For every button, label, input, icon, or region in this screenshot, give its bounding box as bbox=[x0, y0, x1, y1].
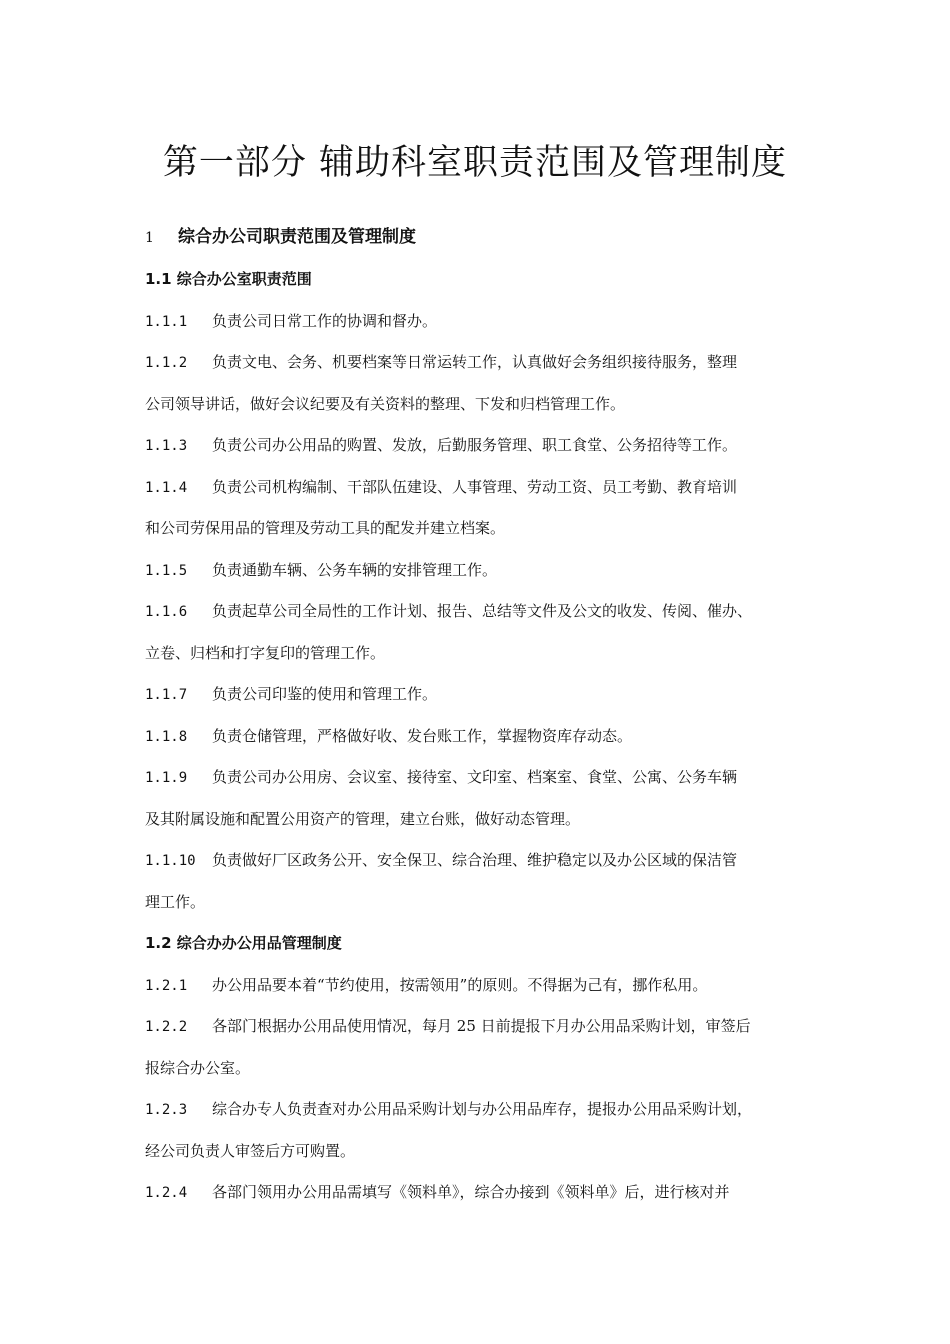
list-item bbox=[145, 682, 825, 707]
item-number: 1.1.5 bbox=[145, 563, 188, 579]
item-number: 1.2.3 bbox=[145, 1102, 188, 1118]
list-item bbox=[145, 350, 825, 375]
list-item bbox=[145, 1097, 825, 1122]
list-item bbox=[145, 973, 825, 998]
item-continuation: 立卷、归档和打字复印的管理工作。 bbox=[145, 644, 386, 662]
item-text: 负责仓储管理，严格做好收、发台账工作，掌握物资库存动态。 bbox=[212, 727, 633, 745]
item-text: 负责文电、会务、机要档案等日常运转工作，认真做好会务组织接待服务，整理 bbox=[212, 353, 738, 371]
list-item bbox=[145, 1014, 825, 1039]
page-title: 第一部分 辅助科室职责范围及管理制度 bbox=[162, 143, 788, 183]
item-text: 负责公司办公用品的购置、发放，后勤服务管理、职工食堂、公务招待等工作。 bbox=[212, 436, 738, 454]
list-item bbox=[145, 475, 825, 500]
item-text: 负责公司机构编制、干部队伍建设、人事管理、劳动工资、员工考勤、教育培训 bbox=[212, 478, 738, 496]
item-number: 1.1.3 bbox=[145, 438, 188, 454]
list-item bbox=[145, 599, 825, 624]
section-heading-1 bbox=[145, 224, 416, 251]
item-text: 负责公司办公用房、会议室、接待室、文印室、档案室、食堂、公寓、公务车辆 bbox=[212, 768, 738, 786]
item-number: 1.1.9 bbox=[145, 770, 188, 786]
list-item bbox=[145, 724, 825, 749]
item-text: 综合办专人负责查对办公用品采购计划与办公用品库存，提报办公用品采购计划， bbox=[212, 1100, 753, 1118]
item-text: 负责通勤车辆、公务车辆的安排管理工作。 bbox=[212, 561, 498, 579]
item-number: 1.1.4 bbox=[145, 480, 188, 496]
item-text: 负责公司印鉴的使用和管理工作。 bbox=[212, 685, 438, 703]
item-text: 办公用品要本着“节约使用，按需领用”的原则。不得据为己有，挪作私用。 bbox=[212, 976, 708, 994]
subsection-heading-1-1: 1.1 综合办公室职责范围 bbox=[145, 270, 312, 288]
section-heading-text: 综合办公司职责范围及管理制度 bbox=[178, 227, 416, 247]
item-text: 各部门根据办公用品使用情况，每月 25 日前提报下月办公用品采购计划，审签后 bbox=[212, 1017, 751, 1035]
item-continuation: 和公司劳保用品的管理及劳动工具的配发并建立档案。 bbox=[145, 519, 506, 537]
item-continuation: 理工作。 bbox=[145, 893, 206, 911]
item-continuation: 报综合办公室。 bbox=[145, 1059, 251, 1077]
item-continuation: 经公司负责人审签后方可购置。 bbox=[145, 1142, 356, 1160]
item-number: 1.1.10 bbox=[145, 853, 196, 869]
section-number: 1 bbox=[145, 230, 154, 246]
item-number: 1.1.1 bbox=[145, 314, 188, 330]
list-item bbox=[145, 765, 825, 790]
item-continuation: 及其附属设施和配置公用资产的管理，建立台账，做好动态管理。 bbox=[145, 810, 581, 828]
list-item bbox=[145, 848, 825, 873]
item-text: 负责起草公司全局性的工作计划、报告、总结等文件及公文的收发、传阅、催办、 bbox=[212, 602, 753, 620]
list-item bbox=[145, 433, 825, 458]
item-number: 1.2.2 bbox=[145, 1019, 188, 1035]
list-item bbox=[145, 309, 825, 334]
item-text: 负责公司日常工作的协调和督办。 bbox=[212, 312, 438, 330]
item-number: 1.1.7 bbox=[145, 687, 188, 703]
item-continuation: 公司领导讲话，做好会议纪要及有关资料的整理、下发和归档管理工作。 bbox=[145, 395, 626, 413]
list-item bbox=[145, 1180, 825, 1205]
subsection-heading-1-2: 1.2 综合办办公用品管理制度 bbox=[145, 934, 342, 952]
item-text: 各部门领用办公用品需填写《领料单》，综合办接到《领料单》后，进行核对并 bbox=[212, 1183, 730, 1201]
item-number: 1.2.1 bbox=[145, 978, 188, 994]
list-item bbox=[145, 558, 825, 583]
item-number: 1.1.6 bbox=[145, 604, 188, 620]
item-number: 1.1.2 bbox=[145, 355, 188, 371]
item-number: 1.2.4 bbox=[145, 1185, 188, 1201]
item-text: 负责做好厂区政务公开、安全保卫、综合治理、维护稳定以及办公区域的保洁管 bbox=[212, 851, 738, 869]
item-number: 1.1.8 bbox=[145, 729, 188, 745]
